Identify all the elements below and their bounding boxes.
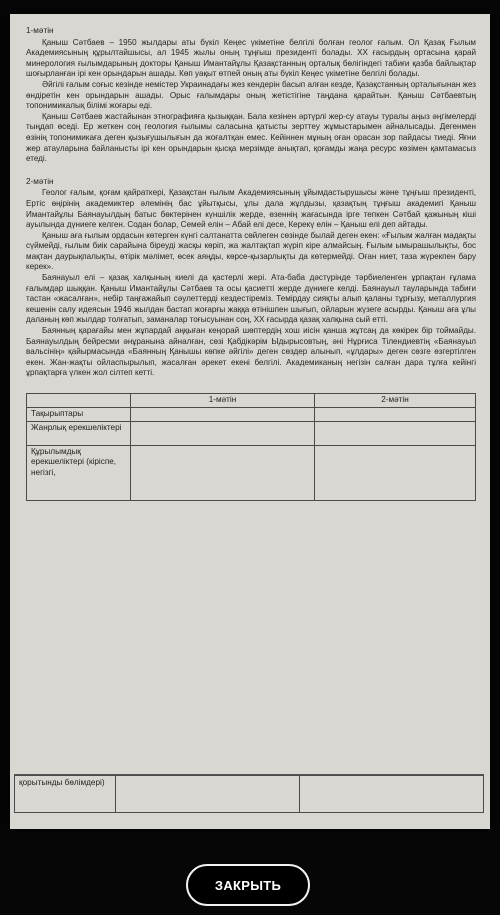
document-page (26, 26, 476, 501)
table-row (27, 407, 476, 421)
text1-paragraph: Қаныш Сәтбаев жастайынан этнографияға қызыққан. Бала кезінен әртүрлі жер-су атауы туралы аңыз әңгімелерді тыңдап өседі. Ер жеткен соң геология ғылымы саласына қатысты зерттеу жұмыстарымен айналысады. Дегенмен өзінің топонимикаға деген қызығушылығын да жоғалтқан емес. Кейіннен мұның оған орасан зор пайдасы тиеді. Яғни жер атауларына байланысты ірі кен орындарын қысқа мерзімде анықтап, қоғамды жаңа ресурс көзімен қамтамасыз етеді. (26, 111, 476, 164)
text2-paragraph: Баянауыл елі – қазақ халқының киелі да қастерлі жері. Ата-баба дәстүрінде тәрбиеленген ұрпақтан ғұлама ғалымдар шыққан. Қаныш Имантайұлы Сәтбаев та осы қасиетті жерде дүниеге келді. Баянауыл тауларында табиғи тастан «жасалған», небір таңғажайып сәулеттерді кездестіреміз. Темірдау сияқты алып қаланы тұрғызу, металлургия кешенін салу идеясын 1946 жылдан бастап жоғарғы жаққа өтінішпен шығып, ойларын жүзеге асырды. Қаныш аға ұлы даланың көп жылдар толғатып, заманалар тоғысуынан соң, ХХ ғасырда қазақ халқына сый етті. (26, 273, 476, 325)
text2-heading: 2-мәтін (26, 176, 54, 186)
table-cell (315, 407, 476, 421)
table-row (15, 776, 484, 813)
table-cell (315, 445, 476, 500)
text2-paragraph: Геолог ғалым, қоғам қайраткері, Қазақстан ғылым Академиясының ұйымдастырушысы және тұңғыш президенті, Ертіс өңірінің академиктер әлемінің бас ұйытқысы, ұлы дала жұлдызы, қазақтың тұңғыш академигі Қаныш Имантайұлы Баянауылдың батыс бөктерінен күншілік жерде, өзеннің жағасында ірге тепкен Сәтбай қажының кіші ауылында дүниеге келген. Содан болар, Семей елін – Абай елі десе, Керекү елін – Қаныш елі деп айтады. (26, 188, 476, 230)
table-row-label: Құрылымдық ерекшеліктері (кіріспе, негізгі, (27, 445, 131, 500)
table-cell (315, 421, 476, 445)
text1-heading: 1-мәтін (26, 26, 54, 35)
table-header-cell: 1-мәтін (131, 394, 315, 408)
table-row (27, 445, 476, 500)
table-cell (131, 445, 315, 500)
table-cell (116, 776, 300, 813)
table-continuation (14, 774, 484, 823)
text1-paragraph: Қаныш Сәтбаев – 1950 жылдары аты бүкіл Кеңес үкіметіне белгілі болған геолог ғалым. Ол Қазақ Ғылым Академиясының құрылтайшысы, ал 1945 жылы оның тұңғыш президенті болады. ХХ ғасырдың ортасына қарай минерология ғылымдарының докторы Қаныш Имантайұлы Қазақстанның орталық бөлігіндегі табиғи қазба байлықтар шоғырланған ірі кен орындарын ашады. Көп уақыт өтпей оның аты бүкіл Кеңес үкіметіне белгілі болады. (26, 37, 476, 79)
close-button[interactable]: ЗАКРЫТЬ (186, 864, 310, 906)
table-row-label: Тақырыптары (27, 407, 131, 421)
table-header-cell: 2-мәтін (315, 394, 476, 408)
text1-paragraph: Әйгілі ғалым соғыс кезінде немістер Украинадағы жез кендерін басып алған кезде, Қазақстанның орталығынан жез өндіретін кен орындарын ашады. Орыс ғалымдары оның жетістігіне таңдана қарайтын. Қаныш Сәтбаевтың топонимикалық білімі жоғары еді. (26, 79, 476, 111)
table-row-label: қорытынды бөлімдері) (15, 776, 116, 813)
comparison-table-lower (14, 775, 484, 813)
table-header-cell (27, 394, 131, 408)
table-header-row (27, 394, 476, 408)
text2-paragraph: Қаныш аға ғылым ордасын көтерген күнгі салтанатта сөйлеген сөзінде былай деген екен: «Ғылым жалған мадақты сүймейді, ғылым биік сарайына біреуді жасқы көріп, жа жалтақтап жүріп кіре алмайсың. Ғылым ымырашылықты, бос мақтан даурықпалықты, өтірік мәлімет, өсек аяңды, көрсе-қызарлықты да көтермейді. Оған ниет, таза жүрекпен бару керек». (26, 230, 476, 272)
photo-document (10, 14, 490, 829)
table-row-label: Жанрлық ерекшеліктері (27, 421, 131, 445)
text2-paragraph: Баянның қарағайы мен жұпардай аңқыған кеңорай шөптердің хош иісін қанша жұтсаң да көкірек бір тоймайды. Баянауылдың бейресми әнұранына айналған, сөзі Қабдікәрім Ыдырысовтың, әні Нұрғиса Тілендиевтің «Баянауыл вальсінің» қайырмасында «Баянның Қанышы көпке әйгілі» деген сөздер алынып, «ұлдары» деген сөзге өзгертілген екен. Жан-жақты ойласпырылып, жасалған әрекет екені белгілі. Академиканың негізін салған дара тұлға кейінгі ұрпақтарға үлкен жол сілтеп кетті. (26, 326, 476, 378)
table-cell (300, 776, 484, 813)
table-row (27, 421, 476, 445)
comparison-table (26, 393, 476, 501)
table-cell (131, 421, 315, 445)
table-cell (131, 407, 315, 421)
